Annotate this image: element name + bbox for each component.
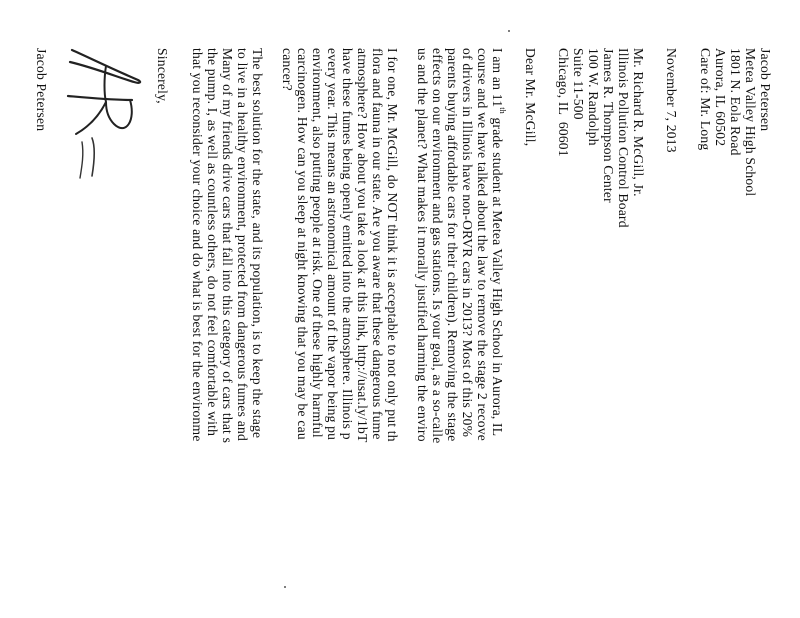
paragraph1-line: I am an 11th grade student at Metea Valley High School in Aurora, IL (490, 48, 507, 437)
recipient-street: 100 W. Randolph (586, 48, 601, 146)
letter-date: November 7, 2013 (664, 48, 679, 153)
paragraph3-line: Many of my friends drive cars that fall into this category of cars that s (220, 48, 235, 444)
sender-name: Jacob Petersen (758, 48, 773, 132)
recipient-org: Illinois Pollution Control Board (616, 48, 631, 228)
paragraph1-line: effects on our environment and gas stations. Is your goal, as a so-calle (430, 48, 445, 444)
paragraph2-line: environment, also putting people at risk. One of these highly harmful (310, 48, 325, 438)
ordinal-superscript: th (498, 107, 507, 114)
paragraph1-line: of drivers in Illinois have non-ORVR cars in 2013? Most of this 20% (460, 48, 475, 438)
paragraph1-line: us and the planet? What makes it morally justified harming the enviro (415, 48, 430, 442)
sender-city: Aurora, IL 60502 (713, 48, 728, 147)
recipient-city: Chicago, IL 60601 (556, 48, 571, 157)
sender-street: 1801 N. Eola Road (728, 48, 743, 156)
paragraph3-line: the pump. I, as well as countless others, do not feel comfortable with (205, 48, 220, 437)
paragraph2-line: every year. This means an astronomical amount of the vapor being pu (325, 48, 340, 441)
signature-printed-name: Jacob Petersen (34, 48, 49, 132)
salutation: Dear Mr. McGill, (523, 48, 538, 147)
scan-speck (508, 30, 510, 32)
closing: Sincerely, (155, 48, 170, 104)
sender-school: Metea Valley High School (743, 48, 758, 197)
paragraph2-line: carcinogen. How can you sleep at night knowing that you may be cau (295, 48, 310, 440)
paragraph3-line: to live in a healthy environment, protected from dangerous fumes and (235, 48, 250, 441)
paragraph1-line: course and we have talked about the law to remove the stage 2 recove (475, 48, 490, 441)
recipient-suite: Suite 11-500 (571, 48, 586, 120)
paragraph2-line: have these fumes being openly emitted into the atmosphere. Illinois p (340, 48, 355, 440)
paragraph2-line: atmosphere? How about you take a look at this link, http://usat.ly/1bT (355, 48, 370, 443)
scan-speck (284, 586, 286, 588)
handwritten-signature (55, 38, 150, 188)
paragraph3-line: The best solution for the state, and its population, is to keep the stage (250, 48, 265, 439)
sender-care-of: Care of: Mr. Long (698, 48, 713, 151)
paragraph2-line: flora and fauna in our state. Are you aware that these dangerous fume (370, 48, 385, 440)
recipient-building: James R. Thompson Center (601, 48, 616, 203)
paragraph3-line: that you reconsider your choice and do what is best for the environme (190, 48, 205, 442)
paragraph1-line: parents buying affordable cars for their children). Removing the stage (445, 48, 460, 442)
recipient-name: Mr. Richard R. McGill, Jr. (631, 48, 646, 197)
paragraph2-line: cancer? (280, 48, 295, 91)
paragraph2-line: I for one, Mr. McGill, do NOT think it is acceptable to not only put th (385, 48, 400, 442)
